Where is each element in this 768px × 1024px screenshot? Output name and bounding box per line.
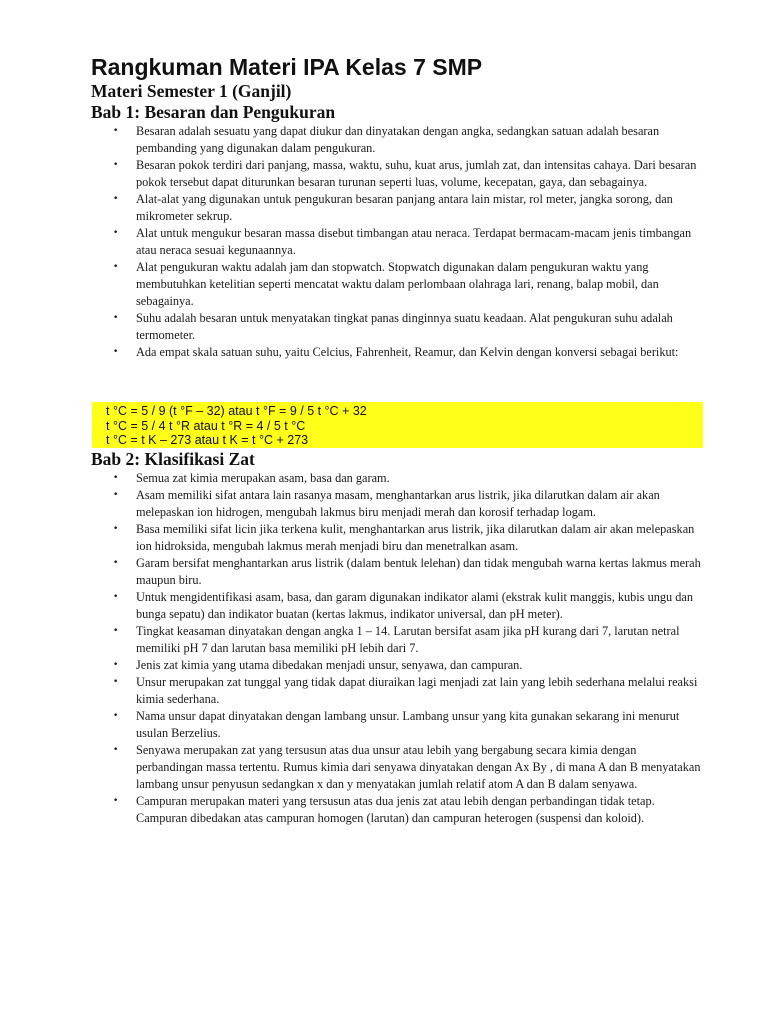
list-item (0, 555, 701, 589)
list-item-text: Suhu adalah besaran untuk menyatakan tingkat panas dinginnya suatu keadaan. Alat pengukuran suhu adalah termometer. (136, 311, 673, 342)
list-item-text: Garam bersifat menghantarkan arus listrik (dalam bentuk lelehan) dan tidak mengubah warna kertas lakmus merah maupun biru. (136, 556, 701, 587)
list-item (0, 623, 701, 657)
list-item-text: Besaran adalah sesuatu yang dapat diukur dan dinyatakan dengan angka, sedangkan satuan adalah besaran pembanding yang digunakan dalam pengukuran. (136, 124, 660, 155)
list-item-text: Semua zat kimia merupakan asam, basa dan garam. (136, 471, 390, 485)
list-item (0, 259, 701, 310)
list-item-text: Campuran merupakan materi yang tersusun atas dua jenis zat atau lebih dengan perbandingan tidak tetap. Campuran dibedakan atas campuran homogen (larutan) dan campuran heterogen (suspensi dan koloid). (136, 794, 655, 825)
bullet-icon: • (113, 592, 119, 602)
list-item-text: Alat untuk mengukur besaran massa disebut timbangan atau neraca. Terdapat bermacam-macam jenis timbangan atau neraca sesuai kegunaannya. (136, 226, 692, 257)
list-item (0, 674, 701, 708)
list-item (0, 191, 701, 225)
formula-fahrenheit: t °C = 5 / 9 (t °F – 32) atau t °F = 9 / 5 t °C + 32 (106, 404, 367, 418)
bullet-icon: • (113, 126, 119, 136)
bullet-icon: • (113, 796, 119, 806)
list-item-text: Untuk mengidentifikasi asam, basa, dan garam digunakan indikator alami (ekstrak kulit manggis, kubis ungu dan bunga sepatu) dan indikator buatan (kertas lakmus, indikator universal, dan pH meter). (136, 590, 693, 621)
list-item (0, 344, 701, 361)
list-item-text: Jenis zat kimia yang utama dibedakan menjadi unsur, senyawa, dan campuran. (136, 658, 523, 672)
bullet-icon: • (113, 745, 119, 755)
bullet-icon: • (113, 160, 119, 170)
page-subtitle: Materi Semester 1 (Ganjil) (91, 81, 292, 101)
list-item-text: Alat-alat yang digunakan untuk pengukuran besaran panjang antara lain mistar, rol meter, jangka sorong, dan mikrometer sekrup. (136, 192, 673, 223)
bullet-icon: • (113, 558, 119, 568)
bullet-icon: • (113, 626, 119, 636)
list-item-text: Basa memiliki sifat licin jika terkena kulit, menghantarkan arus listrik, jika dilarutkan dalam air akan melepaskan ion hidroksida, mengubah lakmus merah menjadi biru dan menetralkan asam. (136, 522, 695, 553)
formula-kelvin: t °C = t K – 273 atau t K = t °C + 273 (106, 433, 309, 447)
section-heading-bab2: Bab 2: Klasifikasi Zat (91, 449, 255, 469)
temperature-conversion-formulas (92, 402, 703, 448)
list-item (0, 310, 701, 344)
section-heading-bab1: Bab 1: Besaran dan Pengukuran (91, 102, 336, 122)
list-item (0, 470, 701, 487)
list-item-text: Unsur merupakan zat tunggal yang tidak dapat diuraikan lagi menjadi zat lain yang lebih sederhana melalui reaksi kimia sederhana. (136, 675, 698, 706)
bullet-icon: • (113, 262, 119, 272)
list-item (0, 793, 701, 827)
list-item (0, 521, 701, 555)
bullet-icon: • (113, 660, 119, 670)
list-item (0, 225, 701, 259)
list-item-text: Besaran pokok terdiri dari panjang, massa, waktu, suhu, kuat arus, jumlah zat, dan intensitas cahaya. Dari besaran pokok tersebut dapat diturunkan besaran turunan seperti luas, volume, kecepatan, gaya, dan sebagainya. (136, 158, 697, 189)
list-item (0, 742, 701, 793)
bullet-icon: • (113, 490, 119, 500)
list-item (0, 657, 701, 674)
list-item (0, 157, 701, 191)
bullet-icon: • (113, 347, 119, 357)
bullet-icon: • (113, 711, 119, 721)
bab1-bullet-list (0, 123, 768, 361)
list-item (0, 123, 701, 157)
list-item-text: Senyawa merupakan zat yang tersusun atas dua unsur atau lebih yang bergabung secara kimia dengan perbandingan massa tertentu. Rumus kimia dari senyawa dinyatakan dengan Ax By , di mana A dan B menyatakan lambang unsur penyusun sedangkan x dan y menyatakan jumlah relatif atom A dan B dalam senyawa. (136, 743, 701, 791)
formula-reamur: t °C = 5 / 4 t °R atau t °R = 4 / 5 t °C (106, 418, 306, 433)
bullet-icon: • (113, 313, 119, 323)
list-item-text: Tingkat keasaman dinyatakan dengan angka 1 – 14. Larutan bersifat asam jika pH kurang dari 7, larutan netral memiliki pH 7 dan larutan basa memiliki pH lebih dari 7. (136, 624, 680, 655)
list-item (0, 487, 701, 521)
bullet-icon: • (113, 524, 119, 534)
list-item-text: Asam memiliki sifat antara lain rasanya masam, menghantarkan arus listrik, jika dilarutkan dalam air akan melepaskan ion hidrogen, mengubah lakmus biru menjadi merah dan korosif terhadap logam. (136, 488, 660, 519)
list-item-text: Ada empat skala satuan suhu, yaitu Celcius, Fahrenheit, Reamur, dan Kelvin dengan konversi sebagai berikut: (136, 345, 679, 359)
bullet-icon: • (113, 473, 119, 483)
bullet-icon: • (113, 194, 119, 204)
list-item-text: Alat pengukuran waktu adalah jam dan stopwatch. Stopwatch digunakan dalam pengukuran waktu yang membutuhkan ketelitian seperti mencatat waktu dalam perlombaan olahraga lari, renang, balap mobil, dan sebagainya. (136, 260, 659, 308)
list-item (0, 589, 701, 623)
list-item (0, 708, 701, 742)
list-item-text: Nama unsur dapat dinyatakan dengan lambang unsur. Lambang unsur yang kita gunakan sekarang ini menurut usulan Berzelius. (136, 709, 680, 740)
page-title: Rangkuman Materi IPA Kelas 7 SMP (91, 54, 483, 80)
bullet-icon: • (113, 228, 119, 238)
bab2-bullet-list (0, 470, 768, 827)
bullet-icon: • (113, 677, 119, 687)
